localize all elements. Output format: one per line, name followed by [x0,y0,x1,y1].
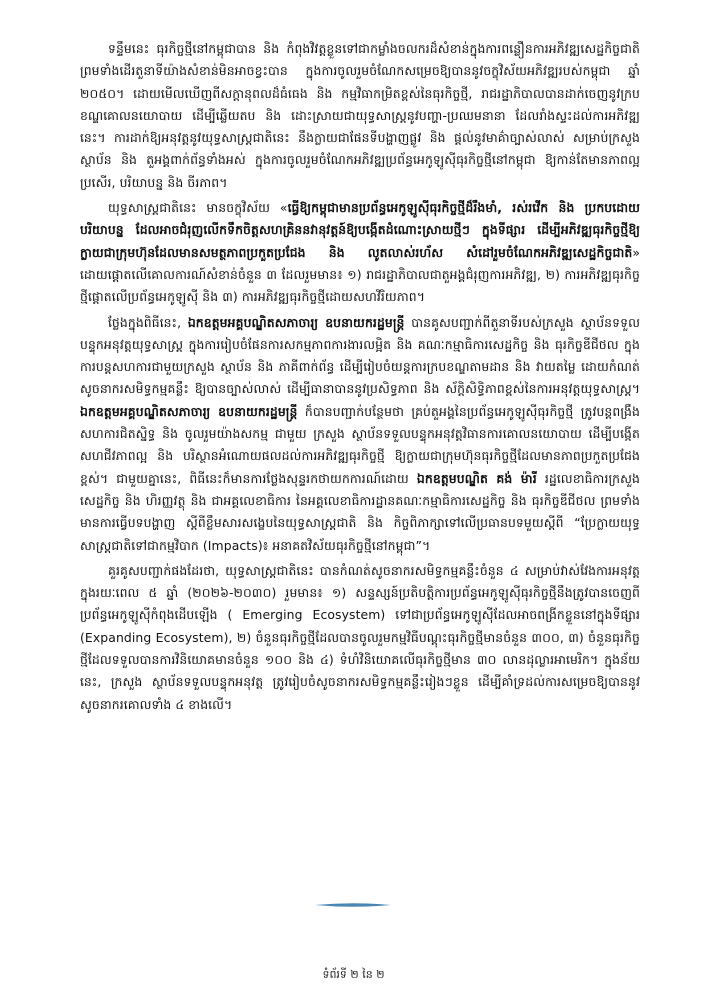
paragraph-3: ថ្លែងក្នុងពិធីនេះ, ឯកឧត្តមអគ្គបណ្ឌិតសភាចារ្យ ឧបនាយករដ្ឋមន្ត្រី បានគូសបញ្ជាក់ពីតួនាទីរបស់ក្រសួង ស្ថាប័នទទួលបន្ទុកអនុវត្តយុទ្ធសាស្ត្រ ក្នុងការរៀបចំផែនការសកម្មភាពការងារលម្អិត និង គណៈកម្មាធិការសេដ្ឋកិច្ច និង ធុរកិច្ចឌីជីថល ក្នុងការបន្តសហការជាមួយក្រសួង ស្ថាប័ន និង ភាគីពាក់ព័ន្ធ ដើម្បីរៀបចំយន្តការក្របខណ្ឌតាមដាន និង វាយតម្លៃ ដោយកំណត់សូចនាករសមិទ្ធកម្មគន្លឹះ ឱ្យបានច្បាស់លាស់ ដើម្បីធានាបាននូវប្រសិទ្ធភាព និង ស័ក្តិសិទ្ធិភាពខ្ពស់នៃការអនុវត្តយុទ្ធសាស្ត្រ។ ឯកឧត្តមអគ្គបណ្ឌិតសភាចារ្យ ឧបនាយករដ្ឋមន្ត្រី ក៏បានបញ្ជាក់បន្ថែមថា គ្រប់តួអង្គនៃប្រព័ន្ធអេកូឡូស៊ីធុរកិច្ចថ្មី ត្រូវបន្តពង្រឹងសហការជិតស្និទ្ធ និង ចូលរួមយ៉ាងសកម្ម ជាមួយ ក្រសួង ស្ថាប័នទទួលបន្ទុកអនុវត្តវិធានការគោលនយោបាយ ដើម្បីបង្កើតសហជីវភាពល្អ និង បរិស្ថានអំណោយផលដល់ការអភិវឌ្ឍធុរកិច្ចថ្មី ឱ្យក្លាយជាក្រុមហ៊ុនធុរកិច្ចថ្មីដែលមានភាពប្រកួតប្រជែងខ្ពស់។ ជាមួយគ្នានេះ, ពិធីនេះក៏មានការថ្លែងសុន្ទរកថាយកការណ៍ដោយ ឯកឧត្តមបណ្ឌិត គង់ ម៉ារី រដ្ឋលេខាធិការក្រសួងសេដ្ឋកិច្ច និង ហិរញ្ញវត្ថុ និង ជាអគ្គលេខាធិការ នៃអគ្គលេខាធិការដ្ឋានគណៈកម្មាធិការសេដ្ឋកិច្ច និង ធុរកិច្ចឌីជីថល ព្រមទាំងមានការធ្វើបទបង្ហាញ ស្តីពីខ្លឹមសារសង្ខេបនៃយុទ្ធសាស្ត្រជាតិ និង កិច្ចពិភាក្សាទៅលើប្រធានបទមួយស្តីពី “ប្រែក្លាយយុទ្ធសាស្ត្រជាតិទៅជាកម្មវិបាក (Impacts)៖ អនាគតវិស័យធុរកិច្ចថ្មីនៅកម្ពុជា”។ [80,314,641,553]
section-divider-ornament [313,902,393,908]
page-number: ទំព័រទី ២ នៃ ២ [322,968,385,981]
paragraph-2: យុទ្ធសាស្ត្រជាតិនេះ មានចក្ខុវិស័យ «ធ្វើឱ្យកម្ពុជាមានប្រព័ន្ធអេកូឡូស៊ីធុរកិច្ចថ្មីដ៏រឹងមាំ, រស់រវើក និង ប្រកបដោយបរិយាបន្ន ដែលអាចជំរុញលើកទឹកចិត្តសហគ្រិននវានុវត្តន៍ឱ្យបង្កើតដំណោះស្រាយថ្មីៗ ក្នុងទីផ្សារ ដើម្បីអភិវឌ្ឍធុរកិច្ចថ្មីឱ្យក្លាយជាក្រុមហ៊ុនដែលមានសមត្ថភាពប្រកួតប្រជែង និង លូតលាស់រហ័ស សំដៅរួមចំណែកអភិវឌ្ឍសេដ្ឋកិច្ចជាតិ» ដោយផ្តោតលើគោលការណ៍សំខាន់ចំនួន ៣ ដែលរួមមាន៖ ១) រាជរដ្ឋាភិបាលជាតួអង្គជំរុញការអភិវឌ្ឍ, ២) ការអភិវឌ្ឍធុរកិច្ចថ្មីផ្តោតលើប្រព័ន្ធអេកូឡូស៊ី និង ៣) ការអភិវឌ្ឍធុរកិច្ចថ្មីដោយសហវិរិយភាព។ [80,200,640,305]
document-body [80,38,640,719]
paragraph-1: ទន្ទឹមនេះ ធុរកិច្ចថ្មីនៅកម្ពុជាបាន និង កំពុងវិវត្តខ្លួនទៅជាកម្លាំងចលករដ៏សំខាន់ក្នុងការពន្លឿនការអភិវឌ្ឍសេដ្ឋកិច្ចជាតិ ព្រមទាំងដើរតួនាទីយ៉ាងសំខាន់មិនអាចខ្វះបាន ក្នុងការចូលរួមចំណែកសម្រេចឱ្យបាននូវចក្ខុវិស័យអភិវឌ្ឍរបស់កម្ពុជា ឆ្នាំ ២០៥០។ ដោយមើលឃើញពីសក្តានុពលដ៏ធំធេង និង កម្មវិធាកម្រិតខ្ពស់នៃធុរកិច្ចថ្មី, រាជរដ្ឋាភិបាលបានដាក់ចេញនូវក្របខណ្ឌគោលនយោបាយ ដើម្បីឆ្លើយតប និង ដោះស្រាយជាយុទ្ធសាស្ត្រនូវបញ្ហា-ប្រឈមនានា ដែលរាំងស្ទះដល់ការអភិវឌ្ឍនេះ។ ការដាក់ឱ្យអនុវត្តនូវយុទ្ធសាស្ត្រជាតិនេះ នឹងក្លាយជាផែនទីបង្ហាញផ្លូវ និង ផ្តល់នូវមាគ៌ាច្បាស់លាស់ សម្រាប់ក្រសួង ស្ថាប័ន និង តួអង្គពាក់ព័ន្ធទាំងអស់ ក្នុងការចូលរួមចំណែកអភិវឌ្ឍប្រព័ន្ធអេកូឡូស៊ីធុរកិច្ចថ្មីនៅកម្ពុជា ឱ្យកាន់តែមានភាពល្អប្រសើរ, បរិយាបន្ន និង ចីរភាព។ [80,41,640,190]
paragraph-4: គួរគូសបញ្ជាក់ផងដែរថា, យុទ្ធសាស្ត្រជាតិនេះ បានកំណត់សូចនាករសមិទ្ធកម្មគន្លឹះចំនួន ៤ សម្រាប់វាស់វែងការអនុវត្តក្នុងរយៈពេល ៥ ឆ្នាំ (២០២៦-២០៣០) រួមមាន៖ ១) សន្ទស្សន៍ប្រតិបត្តិការប្រព័ន្ធអេកូឡូស៊ីធុរកិច្ចថ្មីនឹងត្រូវបានចេញពី ប្រព័ន្ធអេកូឡូស៊ីកំពុងដើបឡើង ( Emerging Ecosystem) ទៅជាប្រព័ន្ធអេកូឡូស៊ីដែលអាចពង្រីកខ្លួននៅក្នុងទីផ្សារ (Expanding Ecosystem), ២) ចំនួនធុរកិច្ចថ្មីដែលបានចូលរួមកម្មវិធីបណ្តុះធុរកិច្ចថ្មីមានចំនួន ៣០០, ៣) ចំនួនធុរកិច្ចថ្មីដែលទទួលបានការវិនិយោគមានចំនួន ១០០ និង ៤) ទំហំវិនិយោគលើធុរកិច្ចថ្មីមាន ៣០ លានដុល្លារអាមេរិក។ ក្នុងន័យនេះ, ក្រសួង ស្ថាប័នទទួលបន្ទុកអនុវត្ត ត្រូវរៀបចំសូចនាករសមិទ្ធកម្មគន្លឹះរៀងៗខ្លួន ដើម្បីគាំទ្រដល់ការសម្រេចឱ្យបាននូវសូចនាករគោលទាំង ៤ ខាងលើ។ [80,562,640,712]
